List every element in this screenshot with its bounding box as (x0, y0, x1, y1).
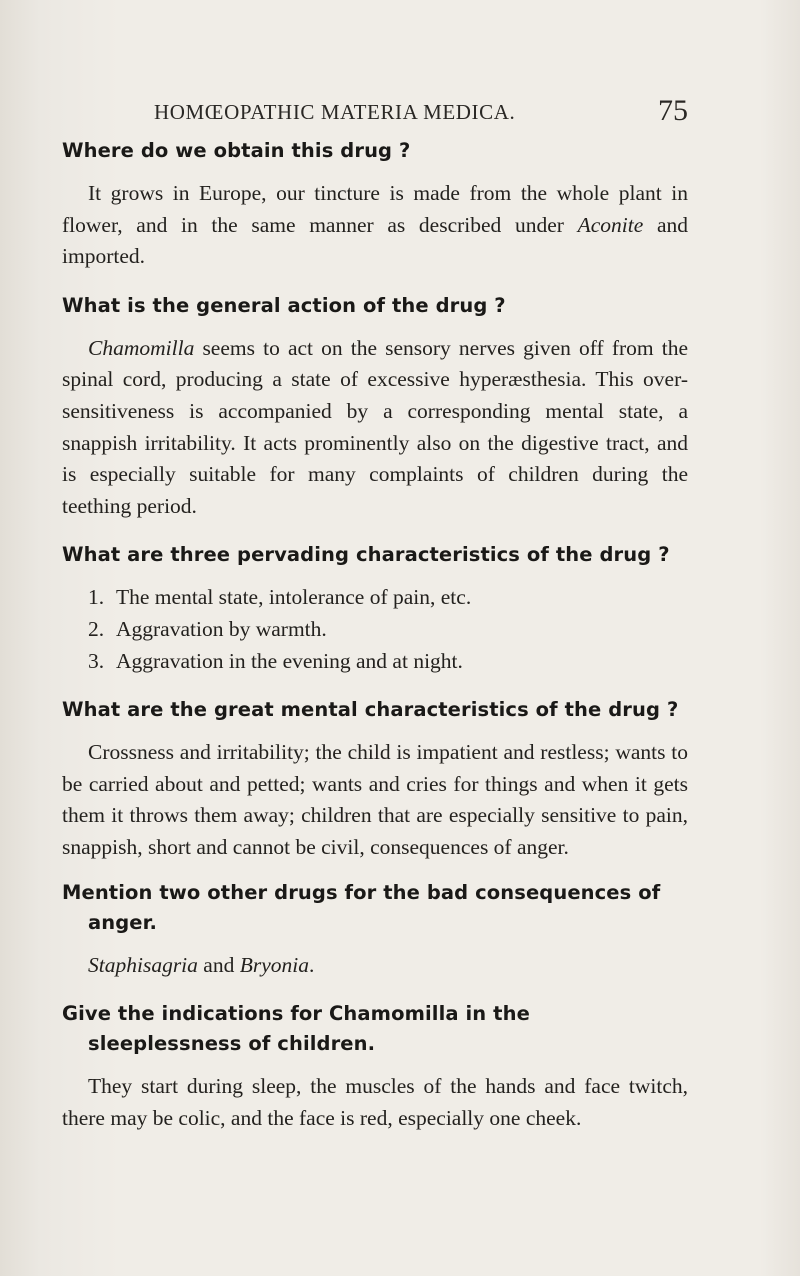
list-item: 3. Aggravation in the evening and at night. (88, 648, 463, 673)
page-body (62, 136, 688, 1134)
question-heading: Give the indications for Chamomilla in the sleeplessness of children. (62, 1002, 530, 1056)
qa-section (62, 291, 688, 523)
qa-section (62, 136, 688, 273)
question-heading: Where do we obtain this drug ? (62, 139, 411, 162)
list-item: 1. The mental state, intolerance of pain, etc. (88, 585, 472, 610)
qa-section (62, 999, 688, 1134)
question-heading: What are three pervading characteristics of the drug ? (62, 543, 670, 567)
question-heading: Mention two other drugs for the bad consequences of anger. (62, 880, 661, 934)
page-header (0, 92, 800, 132)
drug-name-italic: Chamomilla (88, 335, 195, 360)
drug-name-italic: Aconite (577, 212, 644, 237)
answer-paragraph: Staphisagria and Bryonia. (88, 952, 315, 977)
answer-paragraph: It grows in Europe, our tincture is made from the whole plant in flower, and in the same manner as described under Aconite and imported. (62, 181, 688, 269)
page-number: 75 (658, 94, 688, 127)
drug-name-italic: Staphisagria (88, 952, 198, 977)
qa-section (62, 540, 688, 677)
qa-section (62, 695, 688, 863)
qa-section (62, 878, 688, 982)
running-head: HOMŒOPATHIC MATERIA MEDICA. (154, 100, 516, 124)
question-heading: What is the general action of the drug ? (62, 293, 506, 317)
drug-name-italic: Bryonia (239, 952, 309, 977)
answer-paragraph: They start during sleep, the muscles of the hands and face twitch, there may be colic, and the face is red, especially one cheek. (62, 1074, 688, 1130)
question-heading: What are the great mental characteristics of the drug ? (62, 698, 679, 722)
answer-paragraph: Crossness and irritability; the child is impatient and restless; wants to be carried about and petted; wants and cries for things and when it gets them it throws them away; children that are especially sensitive to pain, snappish, short and cannot be civil, consequences of anger. (62, 740, 688, 859)
list-item: 2. Aggravation by warmth. (88, 616, 327, 641)
answer-paragraph: Chamomilla seems to act on the sensory nerves given off from the spinal cord, producing a state of excessive hyperæsthesia. This over-sensitiveness is accompanied by a corresponding mental state, a snappish irritability. It acts prominently also on the digestive tract, and is especially suitable for many complaints of children during the teething period. (62, 335, 688, 518)
